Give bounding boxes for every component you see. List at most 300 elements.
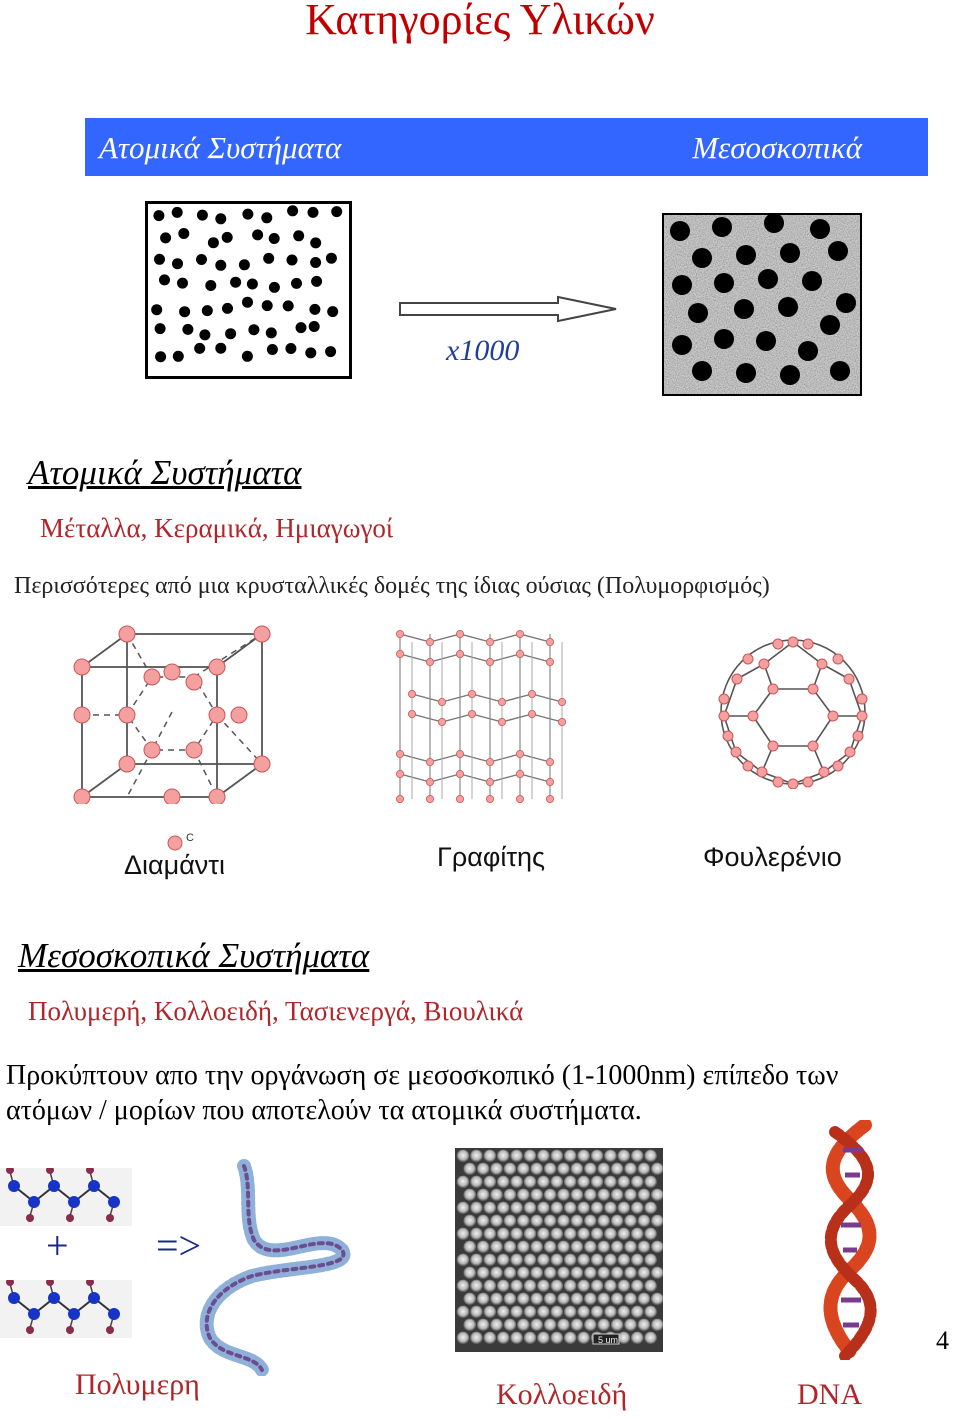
colloid-particle (644, 1306, 657, 1319)
fullerene-label: Φουλερένιο (703, 842, 842, 872)
atom-dot (327, 306, 338, 317)
monomer-atom (28, 1308, 40, 1320)
colloid-particle (544, 1241, 557, 1254)
colloid-particle (564, 1202, 577, 1215)
colloid-particle (510, 1150, 523, 1163)
colloid-particle (504, 1267, 517, 1280)
colloid-particle (604, 1228, 617, 1241)
colloid-particle (611, 1241, 624, 1254)
mesoscopic-particle (672, 335, 692, 355)
mesoscopic-particle (828, 241, 848, 261)
atom-dot (293, 230, 304, 241)
mesoscopic-particle (780, 365, 800, 385)
colloid-particle (463, 1293, 476, 1306)
atom-dot (247, 279, 258, 290)
colloid-particle (470, 1332, 483, 1345)
mesoscopic-particle (764, 213, 784, 233)
colloid-particle (557, 1189, 570, 1202)
colloid-particle (530, 1267, 543, 1280)
mesoscopic-particle (802, 271, 822, 291)
mesoscopic-particle (810, 219, 830, 239)
colloid-particle (530, 1241, 543, 1254)
atom-dot (182, 324, 193, 335)
colloid-particle (517, 1215, 530, 1228)
atom-dot (261, 212, 272, 223)
colloid-particle (463, 1241, 476, 1254)
category-band (85, 118, 928, 176)
colloid-particle (530, 1189, 543, 1202)
colloid-particle (604, 1150, 617, 1163)
colloid-particle (564, 1306, 577, 1319)
colloid-particle (470, 1176, 483, 1189)
colloid-particle (584, 1319, 597, 1332)
colloid-particle (463, 1215, 476, 1228)
colloid-particle (571, 1241, 584, 1254)
colloid-particle (597, 1215, 610, 1228)
colloid-particle (617, 1306, 630, 1319)
colloid-particle (550, 1150, 563, 1163)
colloid-particle (644, 1332, 657, 1345)
colloid-particle (604, 1306, 617, 1319)
atom-dot (296, 322, 307, 333)
dna-label: DNA (797, 1378, 862, 1411)
colloid-particle (611, 1319, 624, 1332)
colloid-particle (457, 1150, 470, 1163)
colloid-particle (497, 1176, 510, 1189)
colloid-particle (611, 1267, 624, 1280)
monomer-atom (108, 1308, 120, 1320)
colloid-particle (638, 1319, 651, 1332)
atom-dot (242, 351, 253, 362)
atom-dot (197, 210, 208, 221)
colloid-particle (477, 1163, 490, 1176)
colloid-particle (611, 1163, 624, 1176)
colloid-particle (597, 1267, 610, 1280)
colloid-particle (504, 1293, 517, 1306)
colloid-particle (550, 1254, 563, 1267)
colloid-particle (477, 1241, 490, 1254)
colloid-particle (524, 1254, 537, 1267)
colloid-particle (644, 1150, 657, 1163)
monomer-chain-diagram (0, 1168, 132, 1226)
colloid-particle (571, 1319, 584, 1332)
colloid-particle (497, 1254, 510, 1267)
colloid-particle (537, 1332, 550, 1345)
mesoscopic-particle (692, 248, 712, 268)
atom-dot (215, 260, 226, 271)
colloid-particle (497, 1150, 510, 1163)
colloid-particle (644, 1254, 657, 1267)
colloid-particle (544, 1189, 557, 1202)
atom-dot (199, 329, 210, 340)
colloid-particle (517, 1189, 530, 1202)
colloid-particle (477, 1189, 490, 1202)
colloid-particle (631, 1150, 644, 1163)
arrow-icon (398, 295, 620, 325)
colloid-particle (604, 1254, 617, 1267)
colloid-particle (524, 1176, 537, 1189)
colloid-particle (631, 1280, 644, 1293)
mesoscopic-particle (670, 221, 690, 241)
atom-dot (269, 233, 280, 244)
colloid-particle (544, 1319, 557, 1332)
atom-dot (242, 209, 253, 220)
colloid-particle (457, 1306, 470, 1319)
mesoscopic-examples: Πολυμερή, Κολλοειδή, Τασιενεργά, Βιουλικά (28, 996, 524, 1026)
colloid-particle (564, 1332, 577, 1345)
colloid-particle (597, 1293, 610, 1306)
atom-dot (155, 351, 166, 362)
colloid-particle (604, 1202, 617, 1215)
scale-bar-label: 5 um (598, 1335, 619, 1345)
atom-dot (172, 207, 183, 218)
colloid-particle (530, 1163, 543, 1176)
colloid-particle (611, 1293, 624, 1306)
atom-dot (283, 300, 294, 311)
colloid-particle (550, 1332, 563, 1345)
colloid-particle (597, 1163, 610, 1176)
colloid-particle (638, 1189, 651, 1202)
colloid-particle (483, 1306, 496, 1319)
colloid-particle (483, 1280, 496, 1293)
colloid-particle (591, 1202, 604, 1215)
colloid-particle (624, 1293, 637, 1306)
colloid-particle (490, 1267, 503, 1280)
colloid-particle (497, 1332, 510, 1345)
colloid-particle (604, 1176, 617, 1189)
mesoscopic-particle (836, 293, 856, 313)
colloid-particle (530, 1319, 543, 1332)
colloid-particle (584, 1293, 597, 1306)
colloid-particle (457, 1280, 470, 1293)
colloid-particle (483, 1202, 496, 1215)
colloid-particle (497, 1280, 510, 1293)
colloid-particle (504, 1189, 517, 1202)
colloid-particle (457, 1176, 470, 1189)
colloid-particle (463, 1267, 476, 1280)
colloid-particle (524, 1332, 537, 1345)
magnification-label: x1000 (446, 334, 520, 367)
colloid-particle (631, 1254, 644, 1267)
colloid-particle (537, 1228, 550, 1241)
colloid-particle (577, 1306, 590, 1319)
colloid-particle (490, 1189, 503, 1202)
colloid-particle (517, 1319, 530, 1332)
colloid-particle (544, 1215, 557, 1228)
monomer-atom (88, 1180, 100, 1192)
mesoscopic-particle (714, 329, 734, 349)
colloid-particle (510, 1280, 523, 1293)
colloid-particle (537, 1150, 550, 1163)
colloid-particle (624, 1267, 637, 1280)
mesoscopic-particle (756, 331, 776, 351)
colloid-particle (510, 1228, 523, 1241)
colloid-particle (490, 1293, 503, 1306)
colloid-particle (557, 1241, 570, 1254)
atom-dot (305, 347, 316, 358)
atom-dot (331, 206, 342, 217)
colloid-particle (557, 1319, 570, 1332)
colloid-particle (470, 1306, 483, 1319)
monomer-atom (8, 1292, 20, 1304)
colloid-particle (564, 1254, 577, 1267)
colloid-particle (537, 1202, 550, 1215)
colloid-particle (638, 1241, 651, 1254)
colloid-particle (577, 1228, 590, 1241)
atom-dot (325, 346, 336, 357)
colloid-particle (631, 1176, 644, 1189)
band-left-label: Ατομικά Συστήματα (99, 130, 342, 165)
mesoscopic-particle (758, 269, 778, 289)
mesoscopic-particle (692, 361, 712, 381)
colloid-particle (577, 1176, 590, 1189)
colloid-particle (624, 1215, 637, 1228)
colloid-particle (517, 1293, 530, 1306)
colloid-particle (644, 1202, 657, 1215)
colloid-particle (524, 1306, 537, 1319)
colloid-particle (557, 1163, 570, 1176)
colloid-particle (510, 1254, 523, 1267)
atom-dot (239, 259, 250, 270)
atom-dot (269, 282, 280, 293)
atom-dot (153, 210, 164, 221)
mesoscopic-description-line2: ατόμων / μορίων που αποτελούν τα ατομικά συστήματα. (6, 1095, 642, 1126)
colloid-particle (617, 1202, 630, 1215)
mesoscopic-particle (688, 303, 708, 323)
colloid-particle (517, 1267, 530, 1280)
colloid-particle (510, 1332, 523, 1345)
atom-dot (311, 276, 322, 287)
colloid-particle (537, 1254, 550, 1267)
colloid-particle (544, 1267, 557, 1280)
atom-dot (308, 207, 319, 218)
atom-dot (287, 255, 298, 266)
colloid-particle (550, 1176, 563, 1189)
colloid-particle (470, 1202, 483, 1215)
colloid-particle (517, 1241, 530, 1254)
mesoscopic-particle (830, 361, 850, 381)
colloid-particle (591, 1176, 604, 1189)
colloid-particle (584, 1189, 597, 1202)
colloid-particle (497, 1202, 510, 1215)
colloid-particle (631, 1306, 644, 1319)
colloid-particle (604, 1280, 617, 1293)
atom-dot (225, 328, 236, 339)
atom-dot (285, 343, 296, 354)
colloid-particle (571, 1293, 584, 1306)
colloid-particle (617, 1150, 630, 1163)
polymer-chain-diagram (182, 1158, 360, 1376)
colloid-particle (591, 1150, 604, 1163)
colloid-particle (597, 1319, 610, 1332)
mesoscopic-particle (734, 299, 754, 319)
mesoscopic-particle (672, 275, 692, 295)
colloid-particle (544, 1293, 557, 1306)
colloid-particle (483, 1332, 496, 1345)
colloid-particle (544, 1163, 557, 1176)
atom-dot (160, 232, 171, 243)
atom-dot (310, 237, 321, 248)
colloid-particle (504, 1319, 517, 1332)
colloid-particle (477, 1267, 490, 1280)
atom-dot (202, 305, 213, 316)
polymorphism-note: Περισσότερες από μια κρυσταλλικές δομές της ίδιας ούσιας (Πολυμορφισμός) (14, 573, 770, 599)
colloid-particle (584, 1267, 597, 1280)
colloid-particle (638, 1293, 651, 1306)
atom-dot (230, 277, 241, 288)
atom-dot (155, 323, 166, 334)
atom-dot (177, 278, 188, 289)
colloid-particle (591, 1228, 604, 1241)
mesoscopic-particle (798, 341, 818, 361)
colloid-particle (624, 1163, 637, 1176)
atom-dot (194, 343, 205, 354)
colloid-particle (524, 1228, 537, 1241)
colloid-particle (617, 1228, 630, 1241)
colloid-particle (537, 1306, 550, 1319)
atom-dot (310, 257, 321, 268)
colloid-particle (584, 1241, 597, 1254)
atom-dot (151, 304, 162, 315)
atom-dot (222, 303, 233, 314)
colloid-particle (624, 1319, 637, 1332)
atom-dot (215, 343, 226, 354)
monomer-atom (48, 1180, 60, 1192)
atom-dot (263, 253, 274, 264)
colloid-particle (577, 1202, 590, 1215)
colloid-particle (470, 1280, 483, 1293)
colloid-particle (537, 1176, 550, 1189)
atom-dot (262, 300, 273, 311)
colloid-particle (490, 1319, 503, 1332)
colloid-particle (644, 1280, 657, 1293)
diamond-structure-diagram (72, 622, 277, 804)
colloid-particle (591, 1280, 604, 1293)
atom-dot (266, 327, 277, 338)
colloid-particle (584, 1215, 597, 1228)
atom-dot (242, 297, 253, 308)
colloid-particle (617, 1176, 630, 1189)
colloid-particle (504, 1215, 517, 1228)
colloid-particle (524, 1280, 537, 1293)
atom-dot (267, 344, 278, 355)
band-right-label: Μεσοσκοπικά (692, 130, 862, 165)
colloid-micrograph-image (455, 1148, 663, 1352)
colloid-particle (638, 1163, 651, 1176)
colloid-particle (644, 1176, 657, 1189)
atom-dot (252, 229, 263, 240)
colloid-particle (483, 1150, 496, 1163)
colloid-particle (550, 1228, 563, 1241)
atom-dot (326, 253, 337, 264)
colloid-particle (557, 1267, 570, 1280)
atom-dot (208, 237, 219, 248)
atom-dot (215, 213, 226, 224)
mesoscopic-particles-diagram (662, 213, 862, 396)
atomic-dots-diagram (145, 201, 352, 379)
atom-dot (309, 304, 320, 315)
colloid-particle (591, 1254, 604, 1267)
colloid-particle (644, 1228, 657, 1241)
monomer-chain-diagram (0, 1280, 132, 1338)
colloid-particle (564, 1228, 577, 1241)
colloid-particle (490, 1241, 503, 1254)
colloid-particle (617, 1280, 630, 1293)
colloid-particle (490, 1215, 503, 1228)
colloid-label: Κολλοειδή (496, 1378, 628, 1411)
colloid-particle (457, 1254, 470, 1267)
reaction-arrow: => (156, 1223, 202, 1268)
monomer-atom (68, 1308, 80, 1320)
mesoscopic-particle (712, 217, 732, 237)
colloid-particle (550, 1202, 563, 1215)
colloid-particle (483, 1254, 496, 1267)
mesoscopic-particle (714, 273, 734, 293)
atom-dot (159, 274, 170, 285)
colloid-particle (477, 1215, 490, 1228)
mesoscopic-particle (780, 243, 800, 263)
colloid-particle (537, 1280, 550, 1293)
monomer-atom (8, 1180, 20, 1192)
colloid-particle (497, 1228, 510, 1241)
mesoscopic-particle (778, 297, 798, 317)
atom-dot (154, 254, 165, 265)
atom-dot (309, 321, 320, 332)
monomer-atom (28, 1196, 40, 1208)
plus-sign: + (46, 1223, 69, 1268)
colloid-particle (463, 1163, 476, 1176)
colloid-particle (577, 1150, 590, 1163)
mesoscopic-particle (736, 245, 756, 265)
atom-dot (287, 205, 298, 216)
graphite-structure-diagram (390, 614, 572, 806)
colloid-particle (470, 1228, 483, 1241)
colloid-particle (571, 1163, 584, 1176)
colloid-particle (571, 1267, 584, 1280)
fullerene-structure-diagram (712, 634, 874, 789)
colloid-particle (631, 1332, 644, 1345)
colloid-particle (624, 1189, 637, 1202)
colloid-particle (564, 1150, 577, 1163)
atom-dot (179, 306, 190, 317)
colloid-particle (470, 1150, 483, 1163)
monomer-atom (48, 1292, 60, 1304)
colloid-particle (577, 1254, 590, 1267)
colloid-particle (483, 1228, 496, 1241)
mesoscopic-particle (820, 315, 840, 335)
colloid-particle (550, 1306, 563, 1319)
colloid-particle (571, 1189, 584, 1202)
atom-dot (178, 228, 189, 239)
page-number: 4 (936, 1326, 949, 1355)
atomic-examples: Μέταλλα, Κεραμικά, Ημιαγωγοί (40, 513, 394, 543)
colloid-particle (477, 1319, 490, 1332)
colloid-particle (457, 1202, 470, 1215)
colloid-particle (577, 1332, 590, 1345)
colloid-particle (504, 1241, 517, 1254)
colloid-particle (638, 1215, 651, 1228)
colloid-particle (564, 1280, 577, 1293)
polymer-label: Πολυμερη (75, 1368, 200, 1401)
colloid-particle (611, 1215, 624, 1228)
atom-dot (196, 254, 207, 265)
colloid-particle (617, 1254, 630, 1267)
colloid-particle (457, 1332, 470, 1345)
colloid-particle (510, 1176, 523, 1189)
colloid-particle (597, 1241, 610, 1254)
colloid-particle (638, 1267, 651, 1280)
colloid-particle (483, 1176, 496, 1189)
